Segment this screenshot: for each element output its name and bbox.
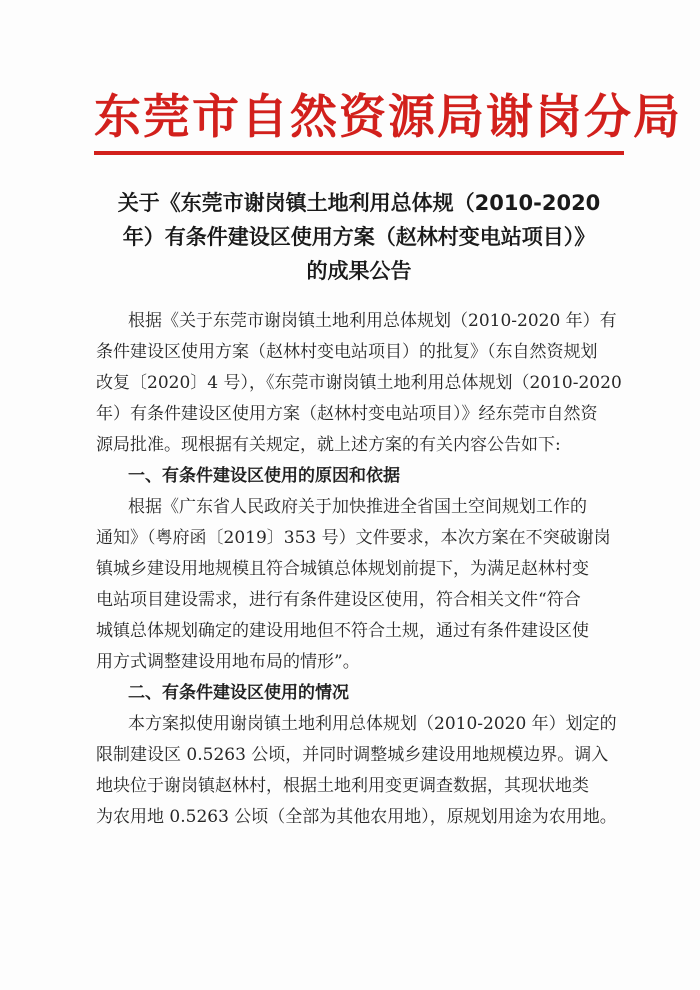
- title-line: 的成果公告: [306, 259, 412, 283]
- paragraph-1-line: 年）有条件建设区使用方案（赵林村变电站项目）》经东莞市自然资: [96, 404, 598, 424]
- paragraph-2-line: 通知》（粤府函〔2019〕353 号）文件要求，本次方案在不突破谢岗: [96, 528, 611, 548]
- paragraph-3-line: 限制建设区 0.5263 公顷，并同时调整城乡建设用地规模边界。调入: [96, 745, 609, 765]
- paragraph-1-line: 源局批准。现根据有关规定，就上述方案的有关内容公告如下:: [96, 435, 561, 455]
- title-line: 关于《东莞市谢岗镇土地利用总体规（2010-2020: [117, 191, 601, 215]
- paragraph-2-line: 城镇总体规划确定的建设用地但不符合土规，通过有条件建设区使: [96, 621, 589, 641]
- paragraph-2-line: 电站项目建设需求，进行有条件建设区使用，符合相关文件“符合: [96, 590, 581, 610]
- paragraph-2-line: 用方式调整建设用地布局的情形”。: [96, 652, 360, 672]
- paragraph-1-line: 条件建设区使用方案（赵林村变电站项目）的批复》（东自然资规划: [96, 342, 598, 362]
- announcement-title: [94, 186, 624, 288]
- letterhead-org-name: 东莞市自然资源局谢岗分局: [94, 90, 682, 145]
- paragraph-1-line: 改复〔2020〕4 号），《东莞市谢岗镇土地利用总体规划（2010-2020: [96, 373, 622, 393]
- title-line: 年）有条件建设区使用方案（赵林村变电站项目）》: [122, 225, 596, 249]
- announcement-body: [96, 306, 626, 833]
- section-heading-1: 一、有条件建设区使用的原因和依据: [128, 466, 400, 486]
- paragraph-3-line: 为农用地 0.5263 公顷（全部为其他农用地），原规划用途为农用地。: [96, 807, 617, 827]
- paragraph-3-line: 本方案拟使用谢岗镇土地利用总体规划（2010-2020 年）划定的: [128, 714, 617, 734]
- letterhead-red-rule: [94, 151, 624, 155]
- paragraph-2-line: 根据《广东省人民政府关于加快推进全省国土空间规划工作的: [128, 497, 587, 517]
- paragraph-1-line: 根据《关于东莞市谢岗镇土地利用总体规划（2010-2020 年）有: [128, 311, 617, 331]
- section-heading-2: 二、有条件建设区使用的情况: [128, 683, 349, 703]
- paragraph-3-line: 地块位于谢岗镇赵林村，根据土地利用变更调查数据，其现状地类: [96, 776, 589, 796]
- paragraph-2-line: 镇城乡建设用地规模且符合城镇总体规划前提下，为满足赵林村变: [96, 559, 589, 579]
